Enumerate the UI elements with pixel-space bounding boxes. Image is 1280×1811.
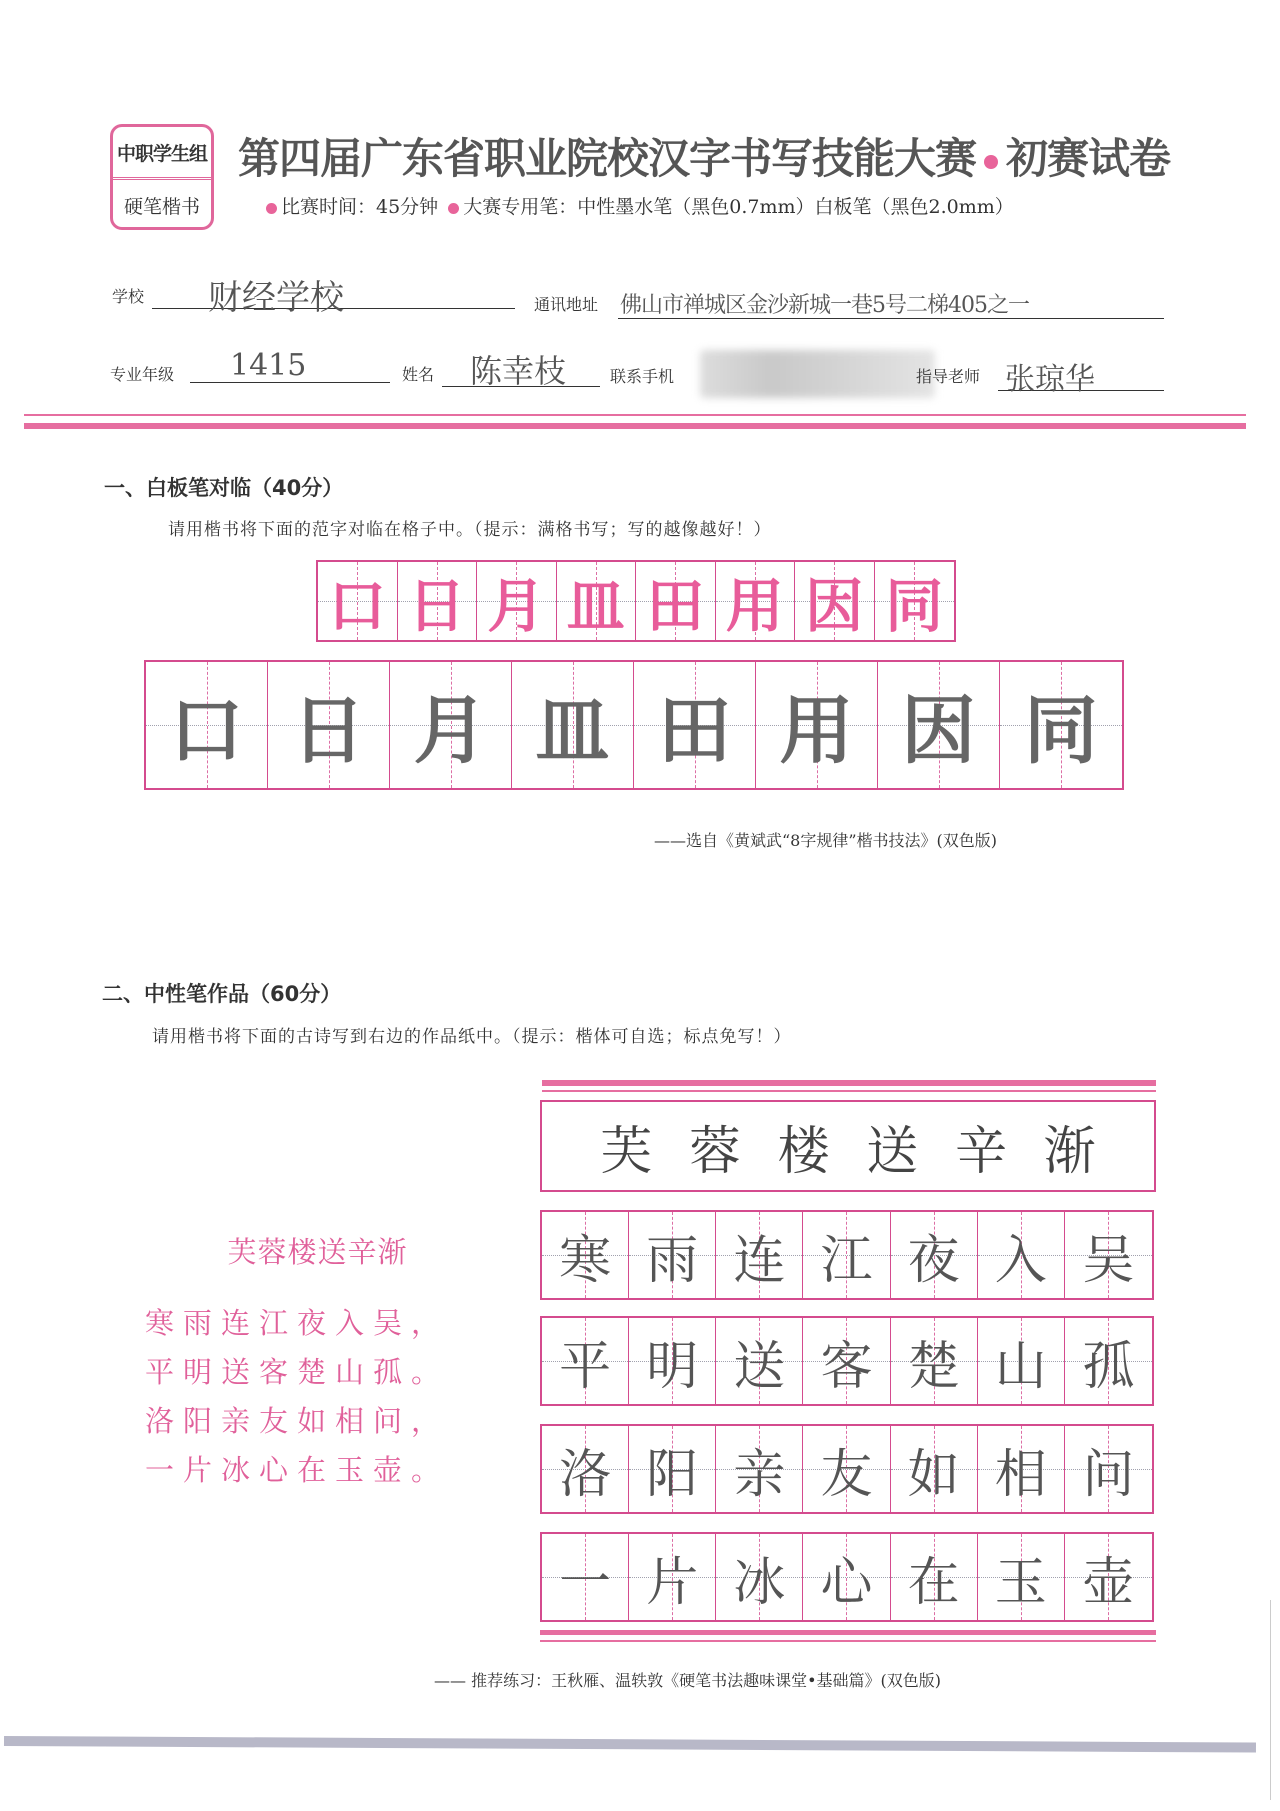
model-char: 口 [328, 572, 387, 640]
grid-cell [636, 562, 716, 640]
written-char: 片 [646, 1552, 699, 1613]
work-paper-border [540, 1630, 1156, 1635]
model-char: 月 [487, 572, 546, 640]
written-char: 孤 [1082, 1336, 1135, 1397]
written-char: 因 [901, 688, 976, 774]
poem-reference [145, 1230, 490, 1495]
grid-cell[interactable] [634, 662, 756, 788]
grid-cell[interactable] [803, 1212, 890, 1298]
written-char: 山 [994, 1336, 1047, 1397]
section1-credit: ——选自《黄斌武“8字规律”楷书技法》(双色版) [654, 831, 998, 850]
title-char: 楼 [777, 1121, 830, 1182]
grid-cell[interactable] [756, 662, 878, 788]
poem-title: 芙蓉楼送辛渐 [227, 1235, 408, 1269]
written-char: 平 [559, 1336, 612, 1397]
badge-group-label: 中职学生组 [113, 127, 211, 180]
exam-pen: 大赛专用笔：中性墨水笔（黑色0.7mm）白板笔（黑色2.0mm） [463, 196, 1014, 218]
written-char: 洛 [559, 1444, 612, 1505]
section2-credit: —— 推荐练习：王秋雁、温轶敦《硬笔书法趣味课堂•基础篇》(双色版) [434, 1671, 942, 1690]
written-char: 同 [1024, 688, 1098, 774]
grid-cell [875, 562, 955, 640]
address-label: 通讯地址 [534, 295, 599, 314]
written-char: 心 [820, 1552, 873, 1613]
poem-line: 寒雨连江夜入吴， [145, 1306, 450, 1340]
page-title [238, 126, 1170, 186]
category-badge [110, 124, 214, 230]
written-char: 入 [994, 1230, 1047, 1291]
title-char: 蓉 [688, 1121, 741, 1182]
name-value: 陈幸枝 [470, 352, 567, 390]
grid-cell[interactable] [542, 1426, 629, 1512]
grid-cell[interactable] [978, 1426, 1065, 1512]
grid-cell [398, 562, 478, 640]
written-char: 一 [559, 1552, 612, 1613]
written-char: 月 [413, 688, 488, 774]
grade-label: 专业年级 [110, 365, 175, 384]
address-value: 佛山市禅城区金沙新城一巷5号二梯405之一 [620, 293, 1029, 318]
title-char: 辛 [954, 1121, 1007, 1182]
written-char: 问 [1082, 1444, 1135, 1505]
section1-title: 一、白板笔对临（40分） [104, 476, 344, 500]
grid-cell[interactable] [1065, 1212, 1152, 1298]
phone-label: 联系手机 [610, 367, 675, 386]
written-char: 口 [169, 688, 244, 774]
written-char: 冰 [733, 1552, 786, 1613]
grid-cell [716, 562, 796, 640]
grid-cell[interactable] [716, 1426, 803, 1512]
section2-instruction: 请用楷书将下面的古诗写到右边的作品纸中。（提示：楷体可自选；标点免写！） [152, 1027, 792, 1047]
written-char: 友 [820, 1444, 873, 1505]
grid-cell[interactable] [878, 662, 1000, 788]
grid-cell[interactable] [1065, 1318, 1152, 1404]
written-char: 江 [820, 1230, 873, 1291]
grid-cell[interactable] [1065, 1426, 1152, 1512]
grid-cell[interactable] [542, 1534, 629, 1620]
bullet-dot-icon [266, 203, 277, 214]
divider [24, 423, 1246, 429]
written-char: 如 [907, 1444, 960, 1505]
grid-cell[interactable] [512, 662, 634, 788]
work-title-box[interactable] [540, 1100, 1156, 1192]
grid-cell[interactable] [978, 1318, 1065, 1404]
grid-cell[interactable] [1000, 662, 1122, 788]
model-char: 因 [805, 572, 864, 640]
grid-cell[interactable] [978, 1212, 1065, 1298]
written-char: 雨 [646, 1230, 699, 1291]
practice-char-grid [144, 660, 1124, 790]
poem-line: 洛阳亲友如相问， [145, 1404, 450, 1438]
model-char-grid [316, 560, 956, 642]
grid-cell[interactable] [891, 1212, 978, 1298]
title-suffix: 初赛试卷 [1006, 134, 1171, 183]
written-char: 在 [907, 1552, 960, 1613]
grade-value: 1415 [230, 348, 307, 383]
model-char: 田 [646, 572, 705, 640]
grid-cell[interactable] [1065, 1534, 1152, 1620]
teacher-label: 指导老师 [916, 367, 981, 386]
written-char: 皿 [535, 688, 610, 774]
written-char: 寒 [559, 1230, 612, 1291]
grid-cell[interactable] [629, 1318, 716, 1404]
teacher-value: 张琼华 [1005, 362, 1095, 397]
grid-cell[interactable] [716, 1212, 803, 1298]
footer-bar [4, 1736, 1256, 1753]
written-char: 吴 [1082, 1230, 1135, 1291]
grid-cell[interactable] [268, 662, 390, 788]
grid-cell[interactable] [716, 1318, 803, 1404]
work-paper-border [542, 1080, 1156, 1086]
grid-cell[interactable] [803, 1318, 890, 1404]
grid-cell[interactable] [390, 662, 512, 788]
grid-cell[interactable] [542, 1318, 629, 1404]
model-char: 用 [725, 572, 784, 640]
written-char: 壶 [1082, 1552, 1135, 1613]
written-char: 日 [291, 688, 366, 774]
divider [24, 414, 1246, 416]
grid-cell[interactable] [978, 1534, 1065, 1620]
poem-line: 平明送客楚山孤。 [145, 1355, 450, 1389]
grid-cell [477, 562, 557, 640]
grid-cell[interactable] [542, 1212, 629, 1298]
title-char: 渐 [1043, 1121, 1096, 1182]
grid-cell[interactable] [803, 1426, 890, 1512]
written-char: 楚 [907, 1336, 960, 1397]
poem-line: 一片冰心在玉壶。 [145, 1453, 450, 1487]
grid-cell[interactable] [891, 1318, 978, 1404]
written-char: 夜 [907, 1230, 960, 1291]
section1-instruction: 请用楷书将下面的范字对临在格子中。（提示：满格书写；写的越像越好！） [168, 520, 772, 540]
model-char: 同 [885, 572, 944, 640]
written-char: 连 [733, 1230, 786, 1291]
bullet-dot-icon [984, 155, 998, 169]
written-char: 明 [646, 1336, 699, 1397]
work-row-3 [540, 1424, 1154, 1514]
grid-cell[interactable] [803, 1534, 890, 1620]
work-paper-border [540, 1640, 1156, 1642]
work-row-2 [540, 1316, 1154, 1406]
title-char: 芙 [600, 1121, 653, 1182]
grid-cell[interactable] [629, 1534, 716, 1620]
title-char: 送 [866, 1121, 919, 1182]
work-row-1 [540, 1210, 1154, 1300]
written-char: 客 [820, 1336, 873, 1397]
section2-title: 二、中性笔作品（60分） [102, 982, 342, 1006]
exam-time: 比赛时间：45分钟 [281, 196, 439, 218]
grid-cell [795, 562, 875, 640]
grid-cell[interactable] [891, 1426, 978, 1512]
written-char: 相 [994, 1444, 1047, 1505]
written-char: 阳 [646, 1444, 699, 1505]
written-char: 玉 [994, 1552, 1047, 1613]
bullet-dot-icon [448, 203, 459, 214]
written-char: 田 [657, 688, 732, 774]
grid-cell [318, 562, 398, 640]
name-label: 姓名 [402, 365, 435, 384]
written-char: 送 [733, 1336, 786, 1397]
grid-cell[interactable] [629, 1426, 716, 1512]
phone-value-redacted [700, 350, 935, 398]
exam-info [262, 192, 1014, 219]
written-char: 用 [779, 688, 854, 774]
grid-cell[interactable] [716, 1534, 803, 1620]
grid-cell[interactable] [146, 662, 268, 788]
school-value: 财经学校 [208, 278, 344, 318]
work-paper-border [542, 1090, 1156, 1092]
grid-cell[interactable] [629, 1212, 716, 1298]
model-char: 皿 [566, 572, 625, 640]
grid-cell [557, 562, 637, 640]
written-char: 亲 [733, 1444, 786, 1505]
model-char: 日 [407, 572, 466, 640]
page-edge [1270, 1600, 1271, 1800]
title-main: 第四届广东省职业院校汉字书写技能大赛 [238, 134, 977, 183]
grid-cell[interactable] [891, 1534, 978, 1620]
badge-category-label: 硬笔楷书 [123, 195, 200, 218]
work-row-4 [540, 1532, 1154, 1622]
school-label: 学校 [112, 287, 145, 306]
